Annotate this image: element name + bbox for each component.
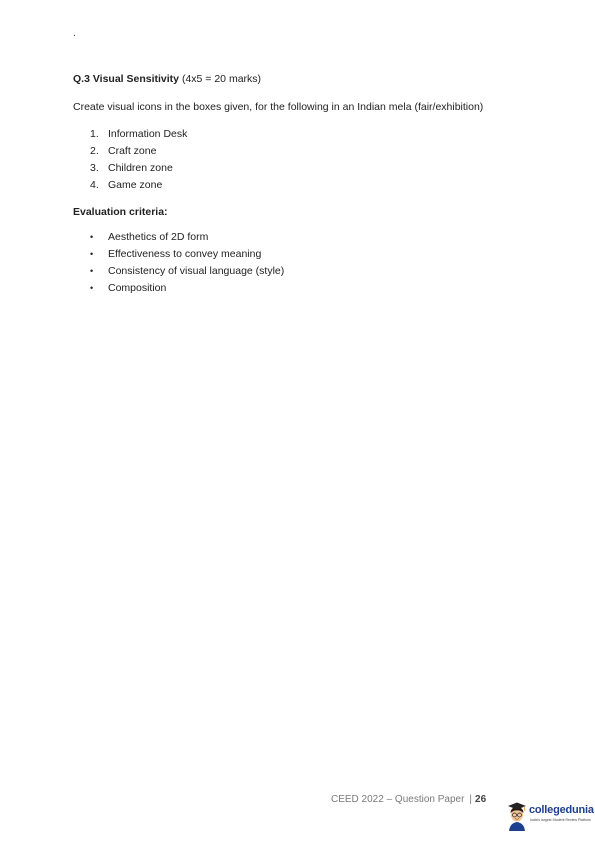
list-item-number: 3. [90,162,99,174]
collegedunia-logo [506,801,592,831]
criteria-text: Composition [108,282,167,294]
list-item [90,179,187,196]
list-item-text: Craft zone [108,145,157,157]
criteria-list [90,231,284,299]
criteria-text: Consistency of visual language (style) [108,265,285,277]
bullet-icon: • [90,266,94,276]
footer-text: CEED 2022 – Question Paper [331,794,465,805]
student-mascot-icon [506,801,528,831]
criteria-item [90,231,284,248]
question-label: Q.3 Visual Sensitivity [73,73,180,85]
top-mark: . [73,28,76,39]
list-item-text: Game zone [108,179,163,191]
list-item [90,145,187,162]
logo-tagline: India's largest Student Review Platform [530,818,591,822]
zone-list [90,128,187,196]
question-marks: (4x5 = 20 marks) [181,73,262,85]
question-title [73,73,261,86]
list-item-number: 4. [90,179,99,191]
question-instruction: Create visual icons in the boxes given, for the following in an Indian mela (fair/exhibition) [73,101,484,113]
criteria-text: Effectiveness to convey meaning [108,248,262,260]
list-item [90,162,187,179]
list-item-number: 2. [90,145,99,157]
page-footer [331,794,486,806]
list-item-text: Children zone [108,162,173,174]
bullet-icon: • [90,283,94,293]
page-number: 26 [475,794,487,805]
criteria-text: Aesthetics of 2D form [108,231,209,243]
criteria-item [90,248,284,265]
criteria-item [90,265,284,282]
list-item-number: 1. [90,128,99,140]
bullet-icon: • [90,249,94,259]
list-item [90,128,187,145]
criteria-item [90,282,284,299]
evaluation-heading: Evaluation criteria: [73,206,168,218]
logo-wordmark: collegedunia [529,804,594,816]
list-item-text: Information Desk [108,128,188,140]
bullet-icon: • [90,232,94,242]
footer-separator: | [469,794,473,805]
